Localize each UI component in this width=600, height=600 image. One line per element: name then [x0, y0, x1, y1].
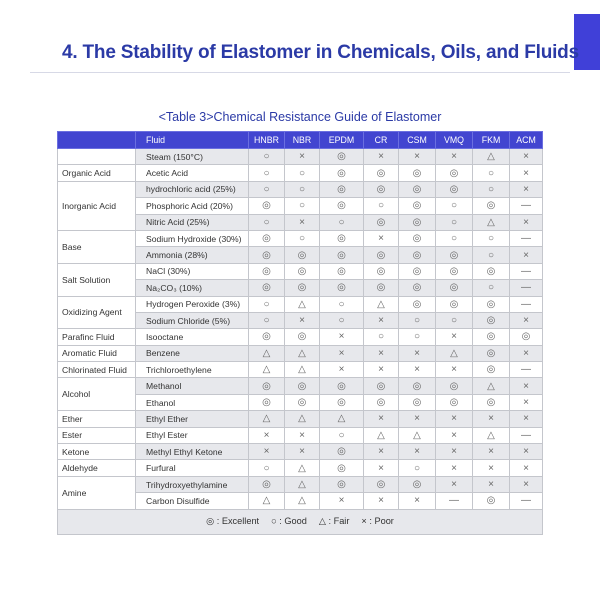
rating-cell: ◎ — [249, 263, 285, 279]
category-cell: Salt Solution — [58, 263, 136, 296]
header-fkm: FKM — [473, 132, 510, 149]
rating-cell: ◎ — [249, 280, 285, 296]
rating-cell: — — [510, 198, 543, 214]
rating-cell: ◎ — [399, 263, 436, 279]
rating-cell: ◎ — [320, 280, 364, 296]
header-vmq: VMQ — [436, 132, 473, 149]
rating-cell: △ — [249, 411, 285, 427]
rating-cell: × — [249, 427, 285, 443]
rating-cell: ◎ — [436, 263, 473, 279]
rating-cell: ◎ — [473, 312, 510, 328]
header-acm: ACM — [510, 132, 543, 149]
rating-cell: ◎ — [364, 214, 399, 230]
legend-item — [271, 516, 307, 526]
rating-cell: × — [364, 230, 399, 246]
rating-cell: ○ — [436, 214, 473, 230]
rating-cell: ◎ — [399, 378, 436, 394]
rating-cell: × — [473, 411, 510, 427]
category-cell: Oxidizing Agent — [58, 296, 136, 329]
rating-cell: ◎ — [320, 444, 364, 460]
legend-row — [58, 509, 543, 534]
rating-cell: ◎ — [249, 378, 285, 394]
rating-cell: ◎ — [364, 280, 399, 296]
rating-cell: ◎ — [473, 394, 510, 410]
rating-cell: × — [399, 149, 436, 165]
rating-cell: ○ — [249, 165, 285, 181]
fluid-cell: Steam (150°C) — [136, 149, 249, 165]
rating-cell: ○ — [320, 312, 364, 328]
rating-cell: × — [320, 345, 364, 361]
rating-cell: ◎ — [285, 329, 320, 345]
rating-cell: — — [510, 263, 543, 279]
rating-cell: ◎ — [320, 263, 364, 279]
table-row — [58, 476, 543, 492]
rating-cell: ○ — [399, 329, 436, 345]
rating-cell: × — [436, 411, 473, 427]
category-cell: Base — [58, 230, 136, 263]
rating-cell: ○ — [436, 312, 473, 328]
rating-cell: × — [285, 427, 320, 443]
fluid-cell: Sodium Hydroxide (30%) — [136, 230, 249, 246]
rating-cell: ◎ — [399, 476, 436, 492]
fluid-cell: Na₂CO₃ (10%) — [136, 280, 249, 296]
fluid-cell: Nitric Acid (25%) — [136, 214, 249, 230]
category-cell: Ketone — [58, 444, 136, 460]
rating-cell: ○ — [249, 214, 285, 230]
rating-cell: × — [436, 149, 473, 165]
fluid-cell: hydrochloric acid (25%) — [136, 181, 249, 197]
fluid-cell: Methyl Ethyl Ketone — [136, 444, 249, 460]
rating-cell: × — [436, 427, 473, 443]
rating-cell: ◎ — [249, 247, 285, 263]
fluid-cell: Benzene — [136, 345, 249, 361]
rating-cell: ◎ — [473, 329, 510, 345]
rating-cell: ◎ — [473, 263, 510, 279]
rating-cell: ◎ — [473, 345, 510, 361]
rating-cell: △ — [399, 427, 436, 443]
rating-cell: × — [285, 444, 320, 460]
rating-cell: ◎ — [249, 394, 285, 410]
rating-cell: ◎ — [364, 165, 399, 181]
rating-cell: △ — [364, 296, 399, 312]
rating-cell: × — [364, 460, 399, 476]
legend-label: Poor — [374, 516, 394, 527]
fluid-cell: Ammonia (28%) — [136, 247, 249, 263]
rating-cell: ◎ — [364, 378, 399, 394]
rating-cell: × — [364, 411, 399, 427]
rating-cell: ○ — [399, 312, 436, 328]
rating-cell: ◎ — [399, 214, 436, 230]
rating-cell: ◎ — [320, 378, 364, 394]
rating-cell: × — [510, 181, 543, 197]
rating-cell: ○ — [249, 149, 285, 165]
rating-cell: ◎ — [436, 394, 473, 410]
legend-separator: : — [366, 516, 375, 527]
rating-cell: ◎ — [320, 149, 364, 165]
rating-cell: △ — [436, 345, 473, 361]
rating-cell: ◎ — [436, 280, 473, 296]
fluid-cell: Ethyl Ether — [136, 411, 249, 427]
legend-separator: : — [325, 516, 334, 527]
rating-cell: ○ — [320, 214, 364, 230]
rating-cell: × — [510, 476, 543, 492]
fluid-cell: Methanol — [136, 378, 249, 394]
rating-cell: × — [510, 411, 543, 427]
rating-cell: — — [510, 280, 543, 296]
category-cell — [58, 149, 136, 165]
rating-cell: — — [510, 230, 543, 246]
rating-cell: × — [285, 149, 320, 165]
rating-cell: ◎ — [399, 247, 436, 263]
rating-cell: × — [510, 165, 543, 181]
rating-cell: ◎ — [399, 230, 436, 246]
table-row — [58, 460, 543, 476]
rating-cell: △ — [249, 362, 285, 378]
rating-cell: ◎ — [473, 296, 510, 312]
fluid-cell: Carbon Disulfide — [136, 493, 249, 509]
rating-cell: ○ — [364, 329, 399, 345]
fluid-cell: Trihydroxyethylamine — [136, 476, 249, 492]
rating-cell: — — [510, 493, 543, 509]
rating-cell: × — [364, 149, 399, 165]
rating-cell: × — [320, 329, 364, 345]
rating-cell: ◎ — [399, 198, 436, 214]
rating-cell: × — [285, 214, 320, 230]
rating-cell: × — [364, 444, 399, 460]
rating-cell: ◎ — [436, 378, 473, 394]
chemical-resistance-table — [57, 131, 543, 535]
rating-cell: × — [510, 460, 543, 476]
category-cell: Alcohol — [58, 378, 136, 411]
rating-cell: ◎ — [364, 263, 399, 279]
rating-cell: ◎ — [510, 329, 543, 345]
rating-cell: ◎ — [399, 296, 436, 312]
rating-cell: × — [473, 444, 510, 460]
rating-cell: × — [436, 362, 473, 378]
rating-cell: — — [510, 296, 543, 312]
rating-cell: △ — [249, 493, 285, 509]
rating-cell: ○ — [399, 460, 436, 476]
fluid-cell: Sodium Chloride (5%) — [136, 312, 249, 328]
rating-cell: ◎ — [285, 247, 320, 263]
header-hnbr: HNBR — [249, 132, 285, 149]
rating-cell: ◎ — [364, 247, 399, 263]
rating-cell: × — [436, 329, 473, 345]
rating-cell: × — [436, 460, 473, 476]
legend-label: Excellent — [221, 516, 260, 527]
rating-cell: ◎ — [285, 280, 320, 296]
page-heading: 4. The Stability of Elastomer in Chemicals, Oils, and Fluids — [62, 42, 579, 63]
rating-cell: ◎ — [399, 165, 436, 181]
rating-cell: ◎ — [320, 230, 364, 246]
legend-label: Good — [284, 516, 307, 527]
table-row — [58, 149, 543, 165]
fluid-cell: Trichloroethylene — [136, 362, 249, 378]
legend-symbol: × — [361, 516, 367, 527]
legend-separator: : — [214, 516, 222, 527]
table-row — [58, 329, 543, 345]
rating-cell: △ — [364, 427, 399, 443]
category-cell: Inorganic Acid — [58, 181, 136, 230]
rating-cell: ○ — [473, 280, 510, 296]
table-row — [58, 427, 543, 443]
rating-cell: × — [364, 362, 399, 378]
rating-cell: ◎ — [320, 181, 364, 197]
table-caption: <Table 3>Chemical Resistance Guide of Elastomer — [158, 110, 442, 124]
rating-cell: ◎ — [436, 296, 473, 312]
fluid-cell: Hydrogen Peroxide (3%) — [136, 296, 249, 312]
rating-cell: ◎ — [364, 476, 399, 492]
rating-cell: × — [399, 345, 436, 361]
table-row — [58, 411, 543, 427]
rating-cell: ◎ — [320, 165, 364, 181]
rating-cell: × — [510, 378, 543, 394]
rating-cell: ◎ — [249, 476, 285, 492]
rating-cell: ○ — [285, 198, 320, 214]
rating-cell: × — [473, 460, 510, 476]
legend-symbol: ○ — [271, 516, 277, 527]
rating-cell: ◎ — [320, 476, 364, 492]
resistance-table-container — [57, 131, 542, 535]
header-cr: CR — [364, 132, 399, 149]
rating-cell: ◎ — [320, 460, 364, 476]
rating-cell: ○ — [249, 296, 285, 312]
category-cell: Chlorinated Fluid — [58, 362, 136, 378]
category-cell: Aromatic Fluid — [58, 345, 136, 361]
rating-cell: ○ — [473, 181, 510, 197]
rating-cell: ◎ — [436, 247, 473, 263]
rating-cell: ○ — [473, 247, 510, 263]
rating-cell: △ — [473, 214, 510, 230]
fluid-cell: Ethyl Ester — [136, 427, 249, 443]
rating-cell: △ — [473, 427, 510, 443]
rating-cell: × — [320, 362, 364, 378]
table-row — [58, 165, 543, 181]
header-csm: CSM — [399, 132, 436, 149]
rating-cell: × — [510, 312, 543, 328]
rating-cell: ○ — [320, 296, 364, 312]
category-cell: Ester — [58, 427, 136, 443]
rating-cell: △ — [285, 362, 320, 378]
rating-cell: ◎ — [285, 263, 320, 279]
header-nbr: NBR — [285, 132, 320, 149]
header-epdm: EPDM — [320, 132, 364, 149]
fluid-cell: Phosphoric Acid (20%) — [136, 198, 249, 214]
rating-cell: × — [399, 411, 436, 427]
table-row — [58, 181, 543, 197]
table-row — [58, 444, 543, 460]
table-row — [58, 362, 543, 378]
rating-cell: ○ — [473, 230, 510, 246]
rating-cell: △ — [285, 345, 320, 361]
rating-cell: ◎ — [399, 181, 436, 197]
rating-cell: △ — [473, 378, 510, 394]
rating-cell: △ — [285, 411, 320, 427]
table-row — [58, 263, 543, 279]
rating-cell: × — [364, 345, 399, 361]
rating-cell: ○ — [249, 460, 285, 476]
rating-cell: × — [510, 149, 543, 165]
rating-cell: — — [436, 493, 473, 509]
rating-cell: ◎ — [473, 362, 510, 378]
legend — [58, 509, 543, 534]
rating-cell: × — [399, 362, 436, 378]
rating-cell: × — [436, 444, 473, 460]
rating-cell: ○ — [249, 181, 285, 197]
fluid-cell: Ethanol — [136, 394, 249, 410]
legend-symbol: △ — [318, 516, 326, 527]
rating-cell: ◎ — [364, 394, 399, 410]
heading-divider — [30, 72, 570, 73]
rating-cell: △ — [285, 296, 320, 312]
rating-cell: ◎ — [285, 378, 320, 394]
rating-cell: ◎ — [364, 181, 399, 197]
rating-cell: ◎ — [249, 329, 285, 345]
rating-cell: ○ — [285, 165, 320, 181]
rating-cell: ◎ — [249, 198, 285, 214]
rating-cell: △ — [473, 149, 510, 165]
rating-cell: — — [510, 362, 543, 378]
rating-cell: × — [510, 214, 543, 230]
table-row — [58, 378, 543, 394]
rating-cell: ◎ — [473, 493, 510, 509]
rating-cell: ○ — [364, 198, 399, 214]
table-row — [58, 230, 543, 246]
rating-cell: × — [399, 493, 436, 509]
category-cell: Aldehyde — [58, 460, 136, 476]
table-row — [58, 296, 543, 312]
rating-cell: × — [364, 312, 399, 328]
rating-cell: × — [320, 493, 364, 509]
rating-cell: ◎ — [436, 165, 473, 181]
rating-cell: △ — [285, 476, 320, 492]
rating-cell: △ — [285, 460, 320, 476]
rating-cell: △ — [249, 345, 285, 361]
rating-cell: ○ — [249, 312, 285, 328]
rating-cell: ◎ — [285, 394, 320, 410]
legend-label: Fair — [333, 516, 350, 527]
rating-cell: ◎ — [320, 247, 364, 263]
fluid-cell: Isooctane — [136, 329, 249, 345]
header-fluid: Fluid — [136, 132, 249, 149]
category-cell: Amine — [58, 476, 136, 509]
rating-cell: △ — [320, 411, 364, 427]
table-header-row — [58, 132, 543, 149]
category-cell: Organic Acid — [58, 165, 136, 181]
rating-cell: × — [510, 345, 543, 361]
rating-cell: ○ — [285, 230, 320, 246]
category-cell: Ether — [58, 411, 136, 427]
rating-cell: ◎ — [320, 394, 364, 410]
legend-item — [206, 516, 259, 526]
rating-cell: × — [510, 394, 543, 410]
rating-cell: ○ — [473, 165, 510, 181]
rating-cell: × — [510, 444, 543, 460]
rating-cell: ◎ — [249, 230, 285, 246]
rating-cell: ◎ — [436, 181, 473, 197]
legend-item — [319, 516, 350, 526]
rating-cell: ○ — [436, 230, 473, 246]
rating-cell: × — [436, 476, 473, 492]
rating-cell: × — [285, 312, 320, 328]
rating-cell: ○ — [285, 181, 320, 197]
rating-cell: ○ — [436, 198, 473, 214]
rating-cell: ◎ — [399, 280, 436, 296]
rating-cell: ◎ — [473, 198, 510, 214]
header-category-cell — [58, 132, 136, 149]
fluid-cell: Acetic Acid — [136, 165, 249, 181]
rating-cell: × — [510, 247, 543, 263]
rating-cell: ◎ — [320, 198, 364, 214]
legend-item — [361, 516, 393, 526]
rating-cell: × — [473, 476, 510, 492]
rating-cell: ◎ — [399, 394, 436, 410]
table-body — [58, 149, 543, 510]
fluid-cell: NaCl (30%) — [136, 263, 249, 279]
table-row — [58, 345, 543, 361]
legend-symbol: ◎ — [206, 516, 215, 527]
rating-cell: × — [399, 444, 436, 460]
rating-cell: ○ — [320, 427, 364, 443]
category-cell: Parafinc Fluid — [58, 329, 136, 345]
fluid-cell: Furfural — [136, 460, 249, 476]
rating-cell: △ — [285, 493, 320, 509]
rating-cell: × — [249, 444, 285, 460]
legend-separator: : — [276, 516, 285, 527]
rating-cell: — — [510, 427, 543, 443]
rating-cell: × — [364, 493, 399, 509]
